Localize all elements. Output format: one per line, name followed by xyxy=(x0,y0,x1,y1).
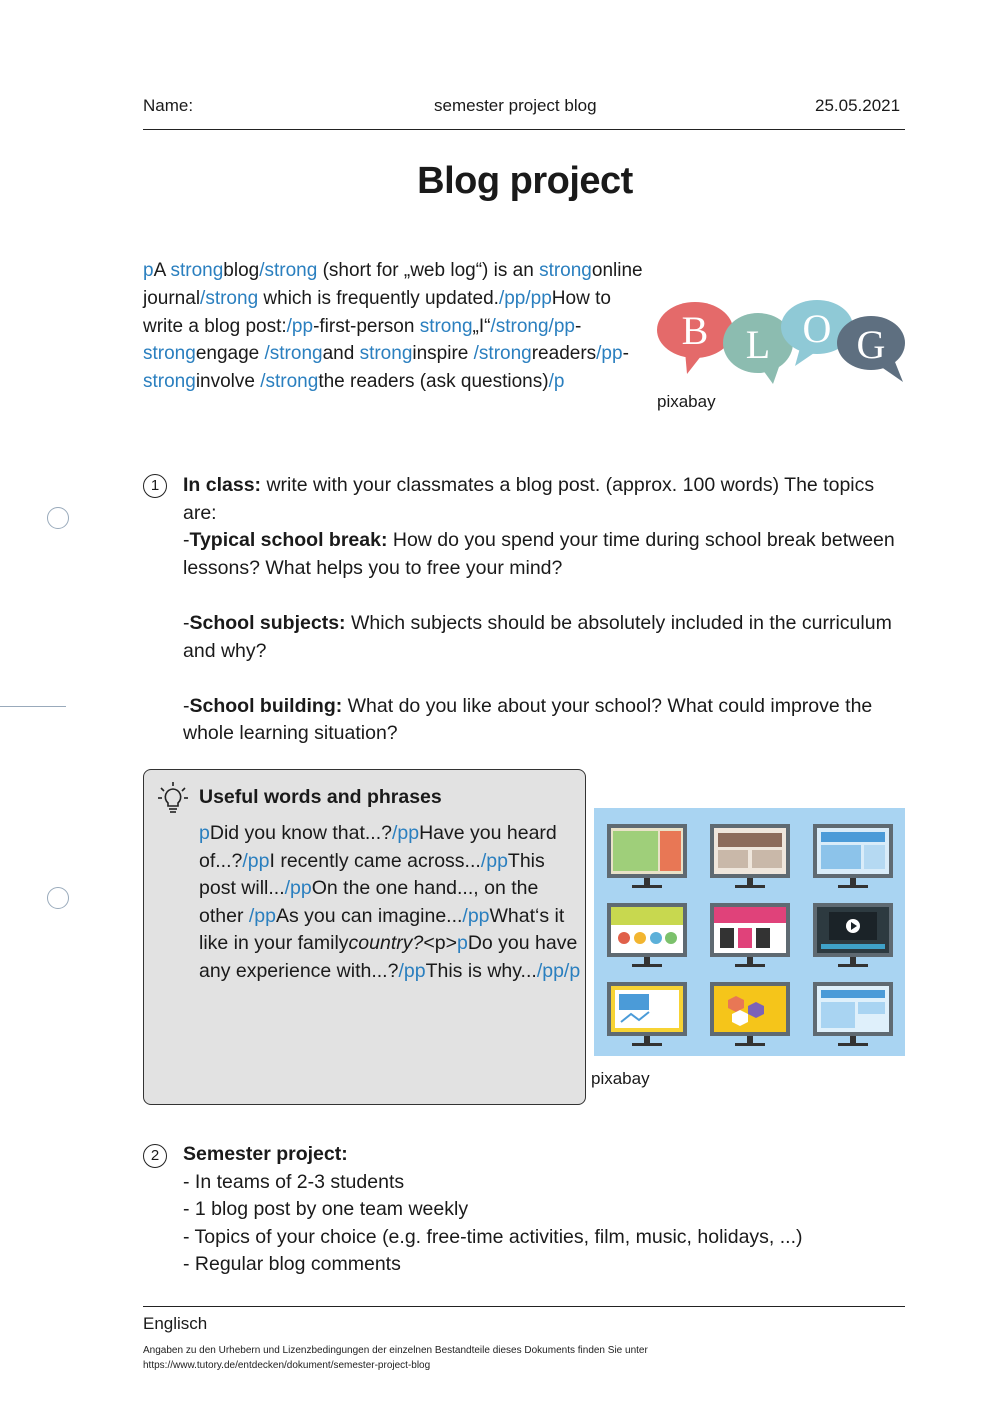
phrases-box-text: pDid you know that...?/ppHave you heard of...?/ppI recently came across.../ppThis post will.../ppOn the one hand..., on the other /ppAs you can imagine.../ppWhat‘s it like in your familycountry?<p>pDo you have any experience with...?/ppThis is why.../pp/p xyxy=(199,822,581,982)
task-2-text xyxy=(183,1141,898,1279)
task-1-text xyxy=(183,472,898,748)
task-number-1: 1 xyxy=(143,474,167,498)
document-date: 25.05.2021 xyxy=(815,96,901,115)
header-rule xyxy=(143,129,905,130)
document-topic: semester project blog xyxy=(434,96,597,115)
task-2-item: - Topics of your choice (e.g. free-time activities, film, music, holidays, ...) xyxy=(183,1225,803,1248)
topic-school-subjects: -School subjects: Which subjects should be absolutely included in the curriculum and why? xyxy=(183,611,892,662)
task-2-item: - 1 blog post by one team weekly xyxy=(183,1198,469,1221)
license-url[interactable]: https://www.tutory.de/entdecken/dokument/semester-project-blog xyxy=(143,1360,431,1371)
task-2-item: - Regular blog comments xyxy=(183,1253,401,1276)
svg-text:L: L xyxy=(745,322,771,367)
bubble-g xyxy=(837,316,905,382)
topic-school-break: -Typical school break: How do you spend your time during school break between lessons? What helps you to free your mind? xyxy=(183,529,895,579)
svg-text:G: G xyxy=(856,322,886,367)
page-title: Blog project xyxy=(417,160,633,202)
svg-text:O: O xyxy=(802,306,832,351)
license-note: Angaben zu den Urhebern und Lizenzbedingungen der einzelnen Bestandteile dieses Dokuments finden Sie unter xyxy=(143,1345,648,1356)
punch-hole-top xyxy=(47,507,69,529)
task-2-label: Semester project: xyxy=(183,1143,348,1165)
lightbulb-icon xyxy=(157,782,189,814)
task-1-intro: In class: write with your classmates a blog post. (approx. 100 words) The topics are: xyxy=(183,474,875,524)
image-caption-blog: pixabay xyxy=(657,392,716,411)
image-caption-monitors: pixabay xyxy=(591,1069,650,1088)
monitors-illustration xyxy=(594,808,905,1056)
footer-rule xyxy=(143,1306,905,1307)
bubble-b xyxy=(657,302,733,374)
punch-hole-bottom xyxy=(47,887,69,909)
svg-text:B: B xyxy=(681,308,709,353)
fold-mark xyxy=(0,706,66,707)
intro-paragraph: pA strongblog/strong (short for „web log“) is an strongonline journal/strong which is frequently updated./pp/ppHow to write a blog post:/pp-first-person strong„I“/strong/pp-strongengage /strongand stronginspire /strongreaders/pp-stronginvolve /strongthe readers (ask questions)/p xyxy=(143,260,643,393)
subject-label: Englisch xyxy=(143,1314,208,1333)
name-label: Name: xyxy=(143,96,194,115)
task-number-2: 2 xyxy=(143,1144,167,1168)
phrases-box-title: Useful words and phrases xyxy=(199,786,442,808)
blog-logo-image xyxy=(655,296,910,388)
task-2-item: - In teams of 2-3 students xyxy=(183,1170,405,1193)
topic-school-building: -School building: What do you like about your school? What could improve the whole learning situation? xyxy=(183,694,873,745)
